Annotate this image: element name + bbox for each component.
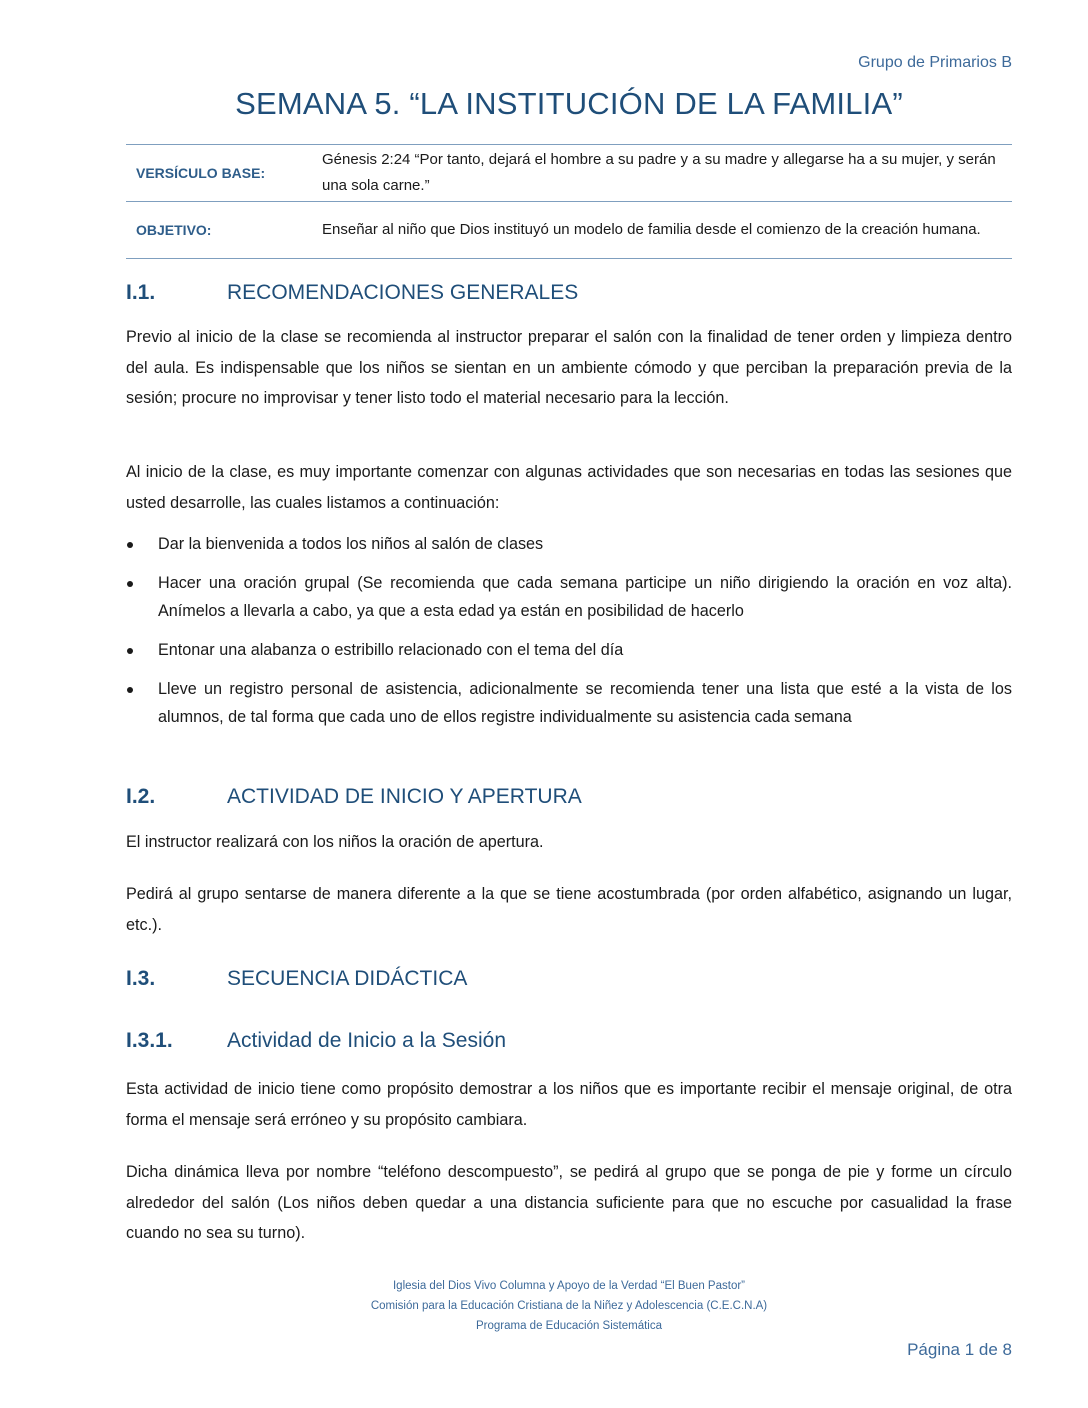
group-header: Grupo de Primarios B (858, 54, 1012, 71)
section-heading-actividad-inicio (126, 785, 1012, 809)
info-table (126, 144, 1012, 259)
objective-row (126, 202, 1012, 259)
paragraph: Previo al inicio de la clase se recomienda al instructor preparar el salón con la finalidad de tener orden y limpieza dentro del aula. Es indispensable que los niños se sientan en un ambiente cómodo y que perciban la preparación previa de la sesión; procure no improvisar y tener listo todo el material necesario para la lección. (126, 328, 1012, 407)
list-item-text: Entonar una alabanza o estribillo relacionado con el tema del día (158, 641, 624, 659)
bullet-icon (127, 542, 133, 548)
footer-line: Comisión para la Educación Cristiana de la Niñez y Adolescencia (C.E.C.N.A) (370, 1300, 768, 1312)
page-number: Página 1 de 8 (907, 1340, 1012, 1359)
list-item (126, 569, 1012, 625)
list-item-text: Hacer una oración grupal (Se recomienda que cada semana participe un niño dirigiendo la oración en voz alta). Anímelos a llevarla a cabo, ya que a esta edad ya están en posibilidad de hacerlo (158, 574, 1012, 620)
section-number: I.2. (126, 785, 156, 808)
paragraph: Pedirá al grupo sentarse de manera diferente a la que se tiene acostumbrada (por orden alfabético, asignando un lugar, etc.). (126, 885, 1012, 934)
bullet-icon (127, 687, 133, 693)
list-item (126, 636, 1012, 664)
verse-row (126, 145, 1012, 202)
section-title: ACTIVIDAD DE INICIO Y APERTURA (227, 785, 582, 808)
section-number: I.3. (126, 967, 156, 990)
bullet-icon (127, 648, 133, 654)
bullet-icon (127, 581, 133, 587)
paragraph: Dicha dinámica lleva por nombre “teléfono descompuesto”, se pedirá al grupo que se ponga de pie y forme un círculo alrededor del salón (Los niños deben quedar a una distancia suficiente para que no escuche por casualidad la frase cuando no sea su turno). (126, 1163, 1012, 1242)
list-item-text: Lleve un registro personal de asistencia, adicionalmente se recomienda tener una lista que esté a la vista de los alumnos, de tal forma que cada uno de ellos registre individualmente su asistencia cada semana (158, 680, 1012, 726)
paragraph: Esta actividad de inicio tiene como propósito demostrar a los niños que es importante recibir el mensaje original, de otra forma el mensaje será erróneo y su propósito cambiara. (126, 1080, 1012, 1129)
section-heading-secuencia (126, 967, 1012, 991)
verse-label: VERSÍCULO BASE: (126, 145, 322, 202)
paragraph: El instructor realizará con los niños la oración de apertura. (126, 833, 544, 851)
list-item (126, 675, 1012, 731)
footer (126, 1276, 1012, 1336)
section-title: RECOMENDACIONES GENERALES (227, 281, 579, 304)
footer-line: Programa de Educación Sistemática (475, 1320, 662, 1332)
paragraph: Al inicio de la clase, es muy importante comenzar con algunas actividades que son necesarias en todas las sesiones que usted desarrolle, las cuales listamos a continuación: (126, 463, 1012, 512)
section-number: I.1. (126, 281, 156, 304)
footer-line: Iglesia del Dios Vivo Columna y Apoyo de la Verdad “El Buen Pastor” (392, 1280, 745, 1292)
list-item-text: Dar la bienvenida a todos los niños al salón de clases (158, 535, 544, 553)
objective-label: OBJETIVO: (126, 202, 322, 259)
bullet-list (126, 530, 1012, 742)
subsection-heading-actividad-sesion (126, 1029, 1012, 1053)
section-number: I.3.1. (126, 1029, 173, 1052)
verse-text: Génesis 2:24 “Por tanto, dejará el hombre a su padre y a su madre y allegarse ha a su mujer, y serán una sola carne.” (322, 145, 1012, 202)
list-item (126, 530, 1012, 558)
section-title: Actividad de Inicio a la Sesión (227, 1029, 506, 1052)
section-title: SECUENCIA DIDÁCTICA (227, 967, 468, 990)
section-heading-recomendaciones (126, 281, 1012, 305)
objective-text: Enseñar al niño que Dios instituyó un modelo de familia desde el comienzo de la creación humana. (322, 202, 1012, 259)
page-title: SEMANA 5. “LA INSTITUCIÓN DE LA FAMILIA” (235, 86, 903, 121)
